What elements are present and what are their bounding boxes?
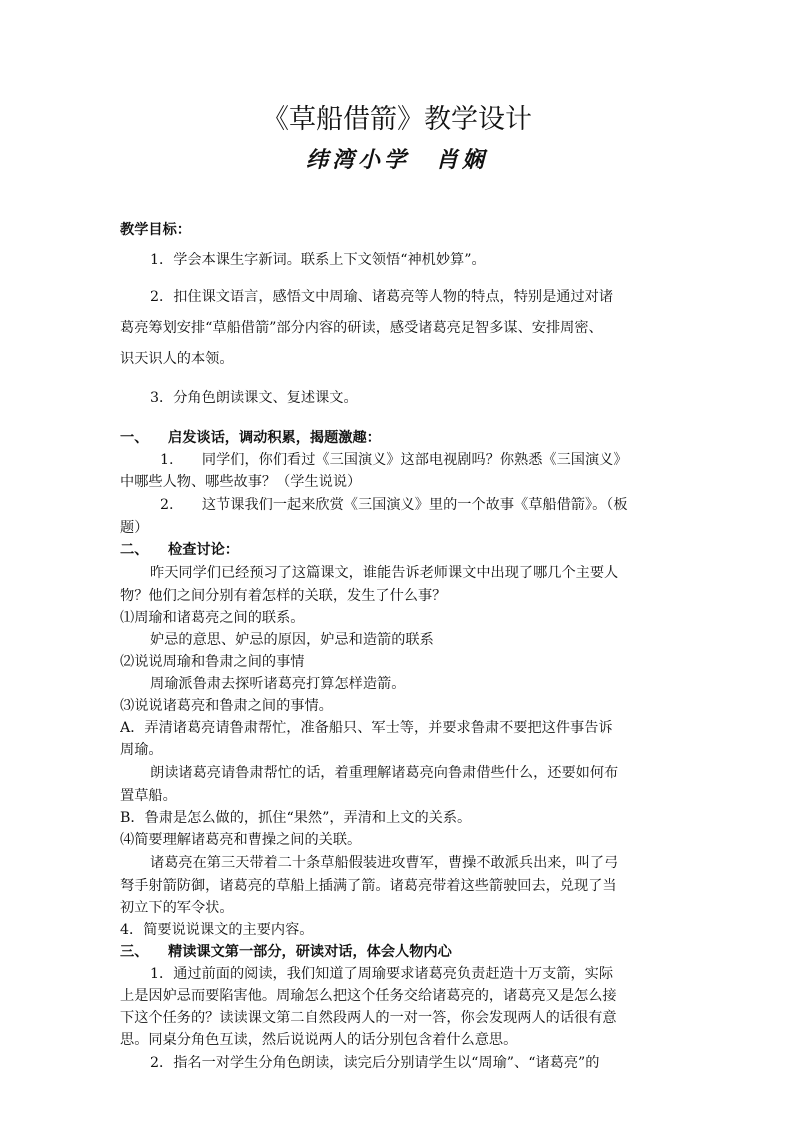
section-2-heading <box>120 539 676 561</box>
document-title: 《草船借箭》教学设计 <box>262 104 532 135</box>
section-2-question-1: ⑴周瑜和诸葛亮之间的联系。 <box>120 610 305 626</box>
section-2-question-4: ⑷简要理解诸葛亮和曹操之间的关联。 <box>120 832 362 848</box>
section-2-question-3: ⑶说说诸葛亮和鲁肃之间的事情。 <box>120 698 333 714</box>
section-1-para-1-line-2: 中哪些人物、哪些故事？（学生说说） <box>120 474 362 490</box>
section-3-number: 三、 <box>120 944 149 960</box>
section-3-para-1-line-1: 1．通过前面的阅读，我们知道了周瑜要求诸葛亮负责赶造十万支箭，实际 <box>150 966 614 982</box>
section-2-answer-4-line-1: 诸葛亮在第三天带着二十条草船假装进攻曹军，曹操不敢派兵出来，叫了弓 <box>150 855 619 871</box>
section-1-title: 启发谈话，调动积累，揭题激趣： <box>168 430 381 446</box>
section-3-heading <box>120 941 676 963</box>
objective-item-2-line-2: 葛亮筹划安排“草船借箭”部分内容的研读，感受诸葛亮足智多谋、安排周密、 <box>120 320 603 336</box>
section-1-para-1-line-1: 1. 同学们，你们看过《三国演义》这部电视剧吗？你熟悉《三国演义》 <box>160 452 628 468</box>
section-2-answer-3c: B．鲁肃是怎么做的，抓住“果然”，弄清和上文的关系。 <box>120 810 472 826</box>
objective-item-2-line-1: 2．扣住课文语言，感悟文中周瑜、诸葛亮等人物的特点，特别是通过对诸 <box>150 289 614 305</box>
section-2-answer-4-line-2: 弩手射箭防御，诸葛亮的草船上插满了箭。诸葛亮带着这些箭驶回去，兑现了当 <box>120 878 617 894</box>
section-2-answer-3a-line-1: A．弄清诸葛亮请鲁肃帮忙，准备船只、军士等，并要求鲁肃不要把这件事告诉 <box>120 720 613 736</box>
section-2-intro-line-2: 物？他们之间分别有着怎样的关联，发生了什么事？ <box>120 588 447 604</box>
section-2-question-2: ⑵说说周瑜和鲁肃之间的事情 <box>120 654 305 670</box>
section-2-answer-3b-line-1: 朗读诸葛亮请鲁肃帮忙的话，着重理解诸葛亮向鲁肃借些什么，还要如何布 <box>150 765 619 781</box>
section-1-para-2-line-1: 2. 这节课我们一起来欣赏《三国演义》里的一个故事《草船借箭》。（板 <box>160 497 628 513</box>
section-2-number: 二、 <box>120 542 149 558</box>
section-3-title: 精读课文第一部分，研读对话，体会人物内心 <box>168 944 452 960</box>
section-2-question-5: 4．简要说说课文的主要内容。 <box>120 922 314 938</box>
section-2-answer-4-line-3: 初立下的军令状。 <box>120 900 234 916</box>
section-3-para-2-line-1: 2．指名一对学生分角色朗读，读完后分别请学生以“周瑜”、“诸葛亮”的 <box>150 1055 600 1071</box>
section-2-answer-1: 妒忌的意思、妒忌的原因，妒忌和造箭的联系 <box>150 632 434 648</box>
section-1-number: 一、 <box>120 430 149 446</box>
section-3-para-1-line-2: 上是因妒忌而要陷害他。周瑜怎么把这个任务交给诸葛亮的，诸葛亮又是怎么接 <box>120 988 617 1004</box>
objective-item-3: 3．分角色朗读课文、复述课文。 <box>150 390 358 406</box>
author-line: 纬湾小学 肖娴 <box>305 147 488 173</box>
section-2-answer-3a-line-2: 周瑜。 <box>120 742 163 758</box>
section-2-answer-3b-line-2: 置草船。 <box>120 788 177 804</box>
objective-item-1: 1．学会本课生字新词。联系上下文领悟“神机妙算”。 <box>150 252 486 268</box>
document-body <box>120 215 676 1075</box>
objectives-heading: 教学目标： <box>120 222 191 238</box>
section-3-para-1-line-4: 思。同桌分角色互读，然后说说两人的话分别包含着什么意思。 <box>120 1032 518 1048</box>
section-2-answer-2: 周瑜派鲁肃去探听诸葛亮打算怎样造箭。 <box>150 676 406 692</box>
objective-item-2-line-3: 识天识人的本领。 <box>120 351 234 367</box>
section-1-heading <box>120 427 676 449</box>
section-2-title: 检查讨论： <box>168 542 239 558</box>
section-1-para-2-line-2: 题） <box>120 520 149 536</box>
section-3-para-1-line-3: 下这个任务的？读读课文第二自然段两人的一对一答，你会发现两人的话很有意 <box>120 1010 617 1026</box>
section-2-intro-line-1: 昨天同学们已经预习了这篇课文，谁能告诉老师课文中出现了哪几个主要人 <box>150 565 619 581</box>
